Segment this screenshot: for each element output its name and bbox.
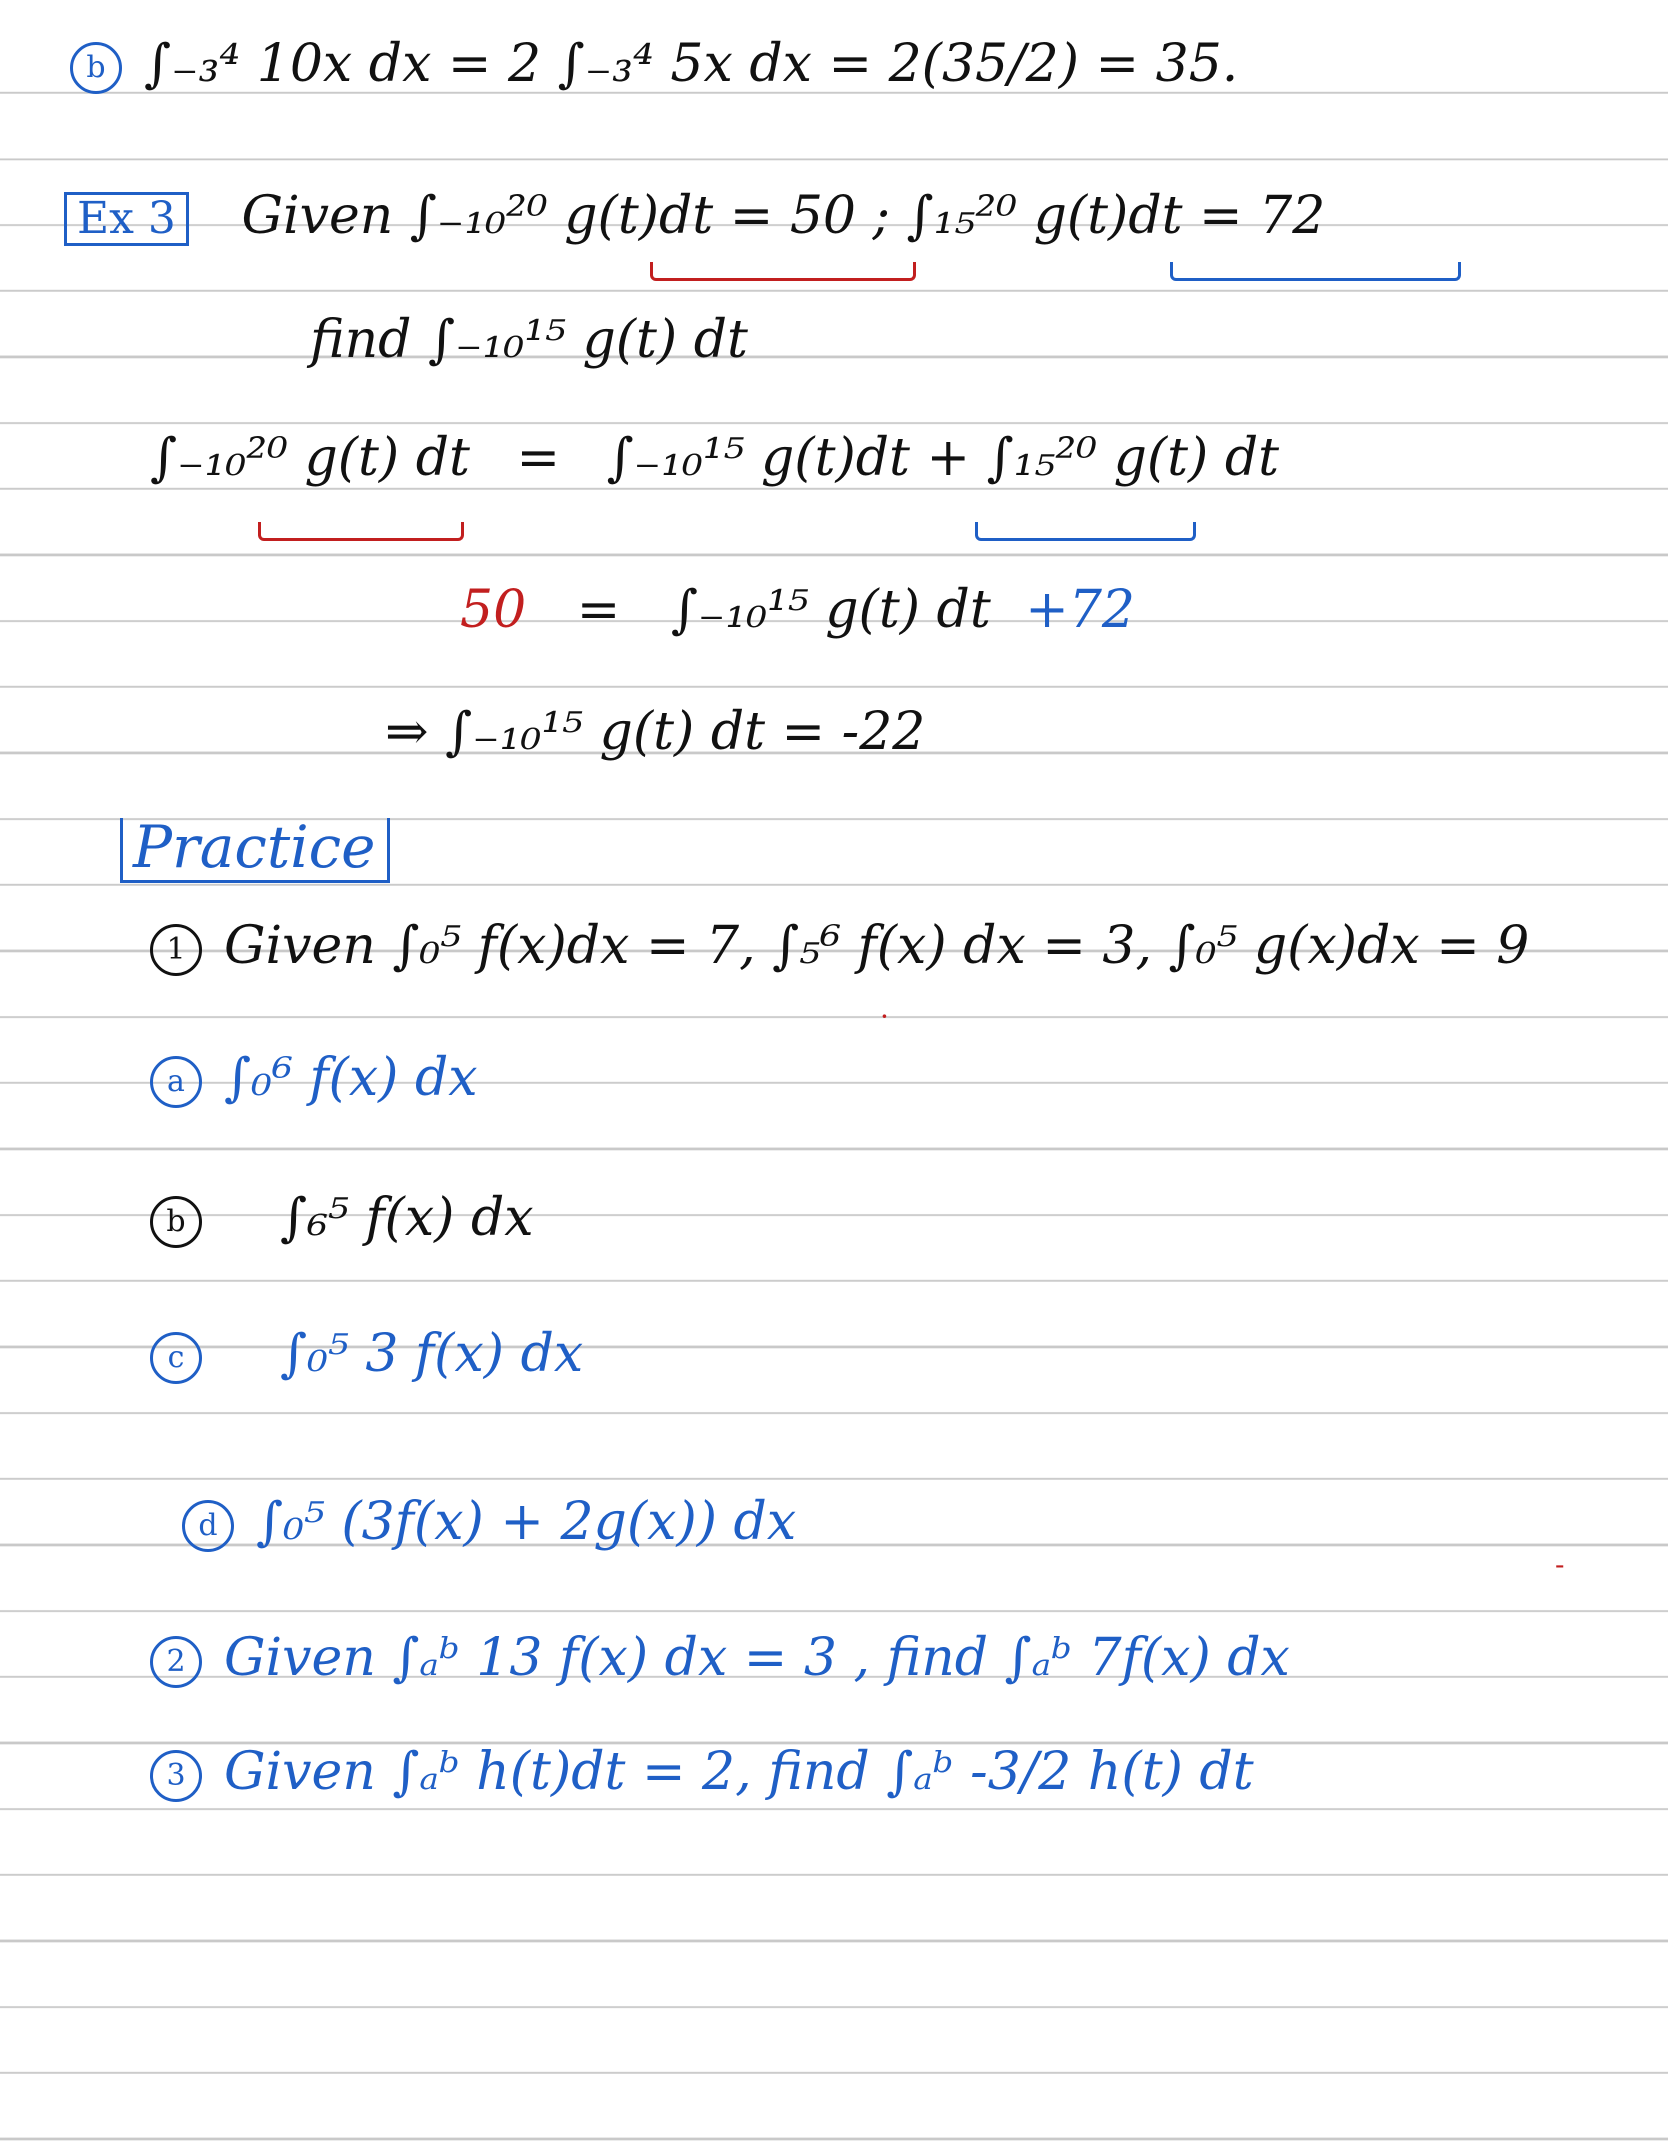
- part-d-label: d: [182, 1500, 234, 1552]
- practice-q2-label: 2: [150, 1636, 202, 1688]
- practice-q1-label: 1: [150, 924, 202, 976]
- ex3-step2-rhs: +72: [1025, 580, 1136, 640]
- practice-title: Practice: [120, 818, 390, 883]
- ex3-step2-lhs: 50: [460, 580, 527, 640]
- ex3-step3: ⇒ ∫₋₁₀¹⁵ g(t) dt = -22: [385, 702, 926, 762]
- practice-q1: [150, 916, 1530, 976]
- ex3-step1-red-underline: [258, 522, 464, 541]
- ex3-label: Ex 3: [64, 192, 189, 246]
- ex3-step2-mid: ∫₋₁₀¹⁵ g(t) dt: [670, 580, 991, 640]
- part-d-expr: ∫₀⁵ (3f(x) + 2g(x)) dx: [256, 1492, 797, 1552]
- practice-q1-part-c: [150, 1324, 584, 1384]
- part-c-expr: ∫₀⁵ 3 f(x) dx: [280, 1324, 584, 1384]
- practice-q2: [150, 1628, 1290, 1688]
- ex3-step1-rhs: ∫₋₁₀¹⁵ g(t)dt + ∫₁₅²⁰ g(t) dt: [606, 428, 1280, 488]
- ex3-step2-eq: =: [576, 580, 621, 640]
- part-a-expr: ∫₀⁶ f(x) dx: [224, 1048, 478, 1108]
- ex3-step1-blue-underline: [975, 522, 1196, 541]
- ex3-step1-eq: =: [516, 428, 561, 488]
- part-b-math: ∫₋₃⁴ 10x dx = 2 ∫₋₃⁴ 5x dx = 2(35/2) = 35.: [144, 34, 1239, 94]
- part-c-label: c: [150, 1332, 202, 1384]
- part-a-label: a: [150, 1056, 202, 1108]
- ex3-given-red-underline: [650, 262, 916, 281]
- practice-q2-text: Given ∫ₐᵇ 13 f(x) dx = 3 , find ∫ₐᵇ 7f(x) dx: [224, 1628, 1290, 1688]
- ex3-step2: [460, 580, 1136, 640]
- practice-q3-label: 3: [150, 1750, 202, 1802]
- part-b-q-expr: ∫₆⁵ f(x) dx: [280, 1188, 534, 1248]
- ex3-given: Given ∫₋₁₀²⁰ g(t)dt = 50 ; ∫₁₅²⁰ g(t)dt = 72: [241, 186, 1326, 246]
- ex3-find: find ∫₋₁₀¹⁵ g(t) dt: [310, 310, 748, 370]
- ex3-given-line: [64, 186, 1326, 246]
- part-b-line: [70, 34, 1239, 94]
- ex3-step1-lhs: ∫₋₁₀²⁰ g(t) dt: [150, 428, 470, 488]
- part-b-q-label: b: [150, 1196, 202, 1248]
- stray-red-dot: -: [1555, 1548, 1565, 1581]
- practice-q3: [150, 1742, 1254, 1802]
- practice-q1-part-a: [150, 1048, 478, 1108]
- ex3-step1: [150, 428, 1280, 488]
- practice-q1-part-b: [150, 1188, 534, 1248]
- stray-red-mark: ·: [880, 1000, 889, 1033]
- practice-q1-given: Given ∫₀⁵ f(x)dx = 7, ∫₅⁶ f(x) dx = 3, ∫₀⁵ g(x)dx = 9: [224, 916, 1530, 976]
- part-b-label: b: [70, 42, 122, 94]
- practice-q1-part-d: [182, 1492, 797, 1552]
- ex3-given-blue-underline: [1170, 262, 1461, 281]
- practice-q3-text: Given ∫ₐᵇ h(t)dt = 2, find ∫ₐᵇ -3/2 h(t) dt: [224, 1742, 1254, 1802]
